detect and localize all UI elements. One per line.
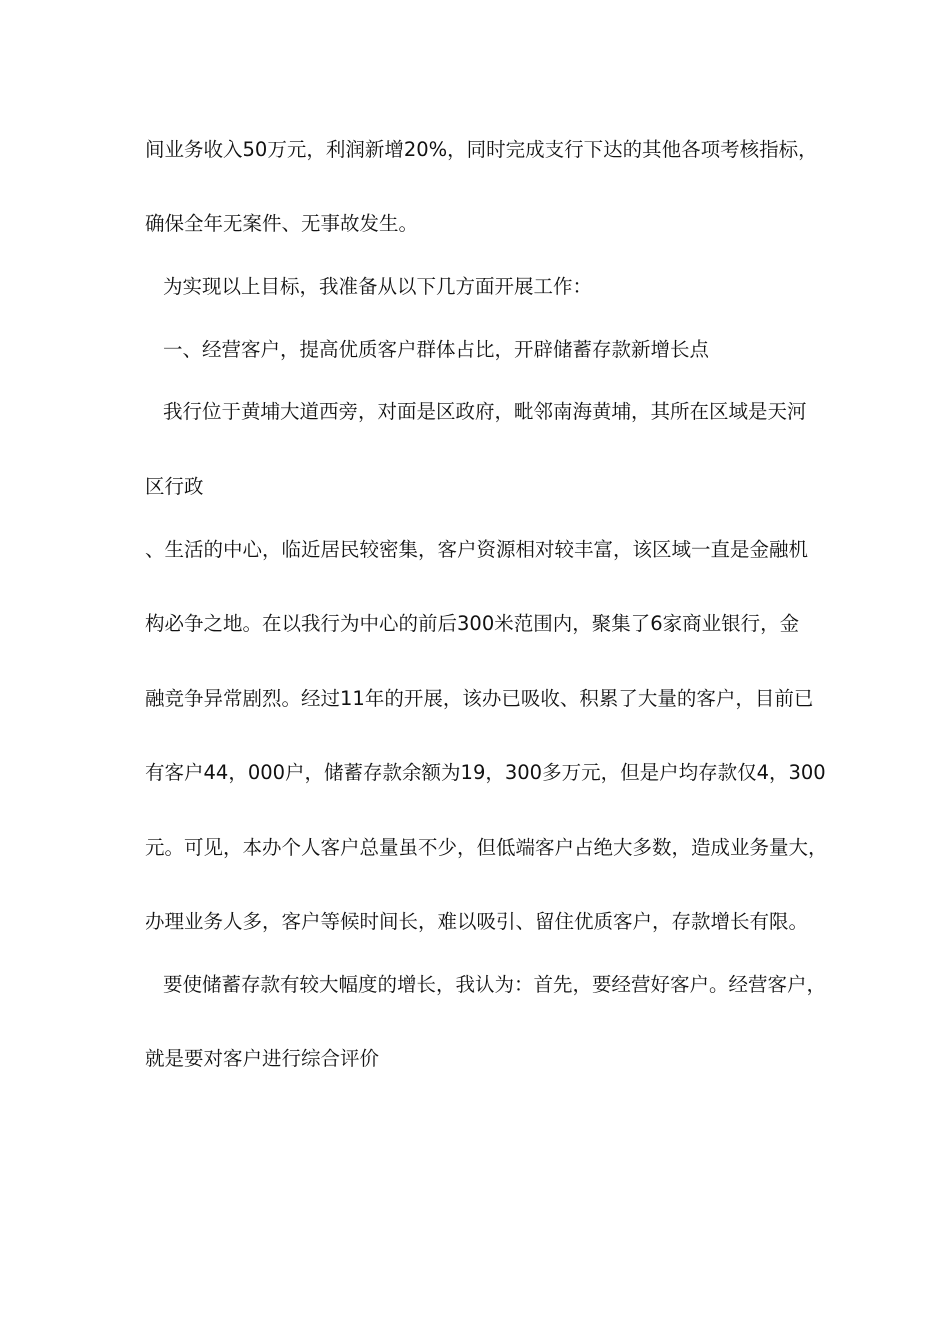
text-line: 有客户44，000户，储蓄存款余额为19，300多万元，但是户均存款仅4，300	[145, 761, 826, 784]
paragraph-line: 我行位于黄埔大道西旁，对面是区政府，毗邻南海黄埔，其所在区域是天河	[163, 400, 807, 423]
text-line: 、生活的中心，临近居民较密集，客户资源相对较丰富，该区域一直是金融机	[145, 538, 809, 561]
text-line: 办理业务人多，客户等候时间长，难以吸引、留住优质客户，存款增长有限。	[145, 910, 809, 933]
text-line: 确保全年无案件、无事故发生。	[145, 212, 419, 235]
paragraph-line: 为实现以上目标，我准备从以下几方面开展工作：	[163, 275, 593, 298]
text-line: 融竞争异常剧烈。经过11年的开展，该办已吸收、积累了大量的客户，目前已	[145, 687, 814, 710]
text-line: 区行政	[145, 475, 204, 498]
text-line: 间业务收入50万元，利润新增20%，同时完成支行下达的其他各项考核指标，	[145, 138, 818, 161]
section-heading: 一、经营客户，提高优质客户群体占比，开辟储蓄存款新增长点	[163, 338, 710, 361]
text-line: 就是要对客户进行综合评价	[145, 1047, 380, 1070]
text-line: 构必争之地。在以我行为中心的前后300米范围内，聚集了6家商业银行，金	[145, 612, 800, 635]
paragraph-line: 要使储蓄存款有较大幅度的增长，我认为：首先，要经营好客户。经营客户，	[163, 973, 827, 996]
text-line: 元。可见，本办个人客户总量虽不少，但低端客户占绝大多数，造成业务量大，	[145, 836, 828, 859]
